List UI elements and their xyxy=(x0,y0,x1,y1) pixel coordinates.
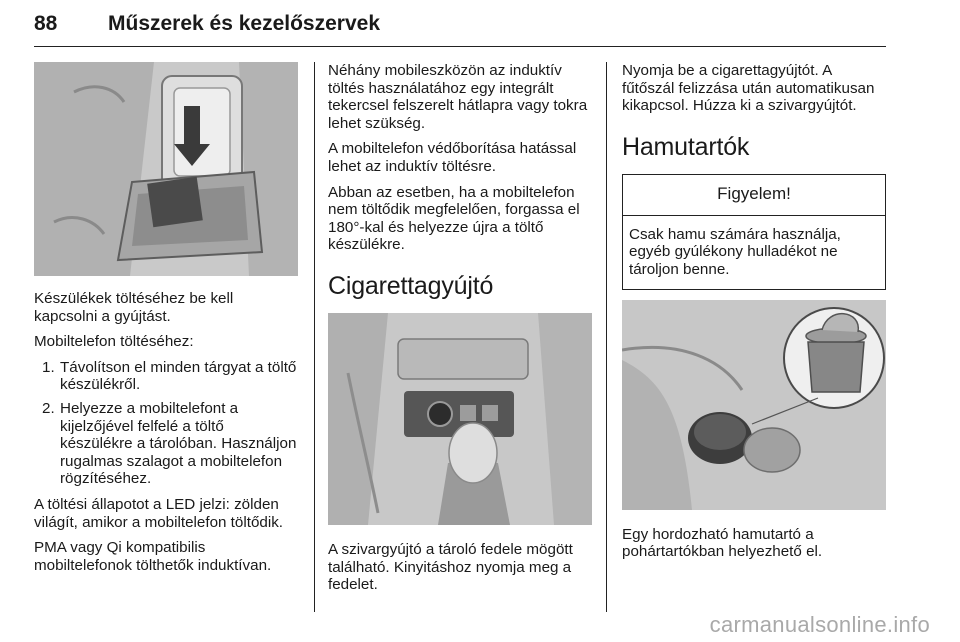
warning-text: Csak hamu számára használja, egyéb gyúlékony hulladékot ne tároljon benne. xyxy=(629,225,841,278)
paragraph: PMA vagy Qi kompatibilis mobiltelefonok tölthetők induktívan. xyxy=(34,539,272,574)
paragraph: Mobiltelefon töltéséhez: xyxy=(34,333,194,351)
cigarette-lighter-illustration xyxy=(328,313,592,525)
column-divider xyxy=(314,62,315,612)
portable-ashtray-illustration xyxy=(622,300,886,510)
paragraph: A szivargyújtó a tároló fedele mögött található. Kinyitáshoz nyomja meg a fedelet. xyxy=(328,540,573,594)
paragraph: Egy hordozható hamutartó a pohártartókban helyezhető el. xyxy=(622,525,823,561)
paragraph: A töltési állapotot a LED jelzi: zölden világít, amikor a mobiltelefon töltődik. xyxy=(34,495,284,531)
warning-box xyxy=(622,174,886,290)
section-heading: Hamutartók xyxy=(622,132,750,161)
header-rule xyxy=(34,46,886,47)
page-header xyxy=(34,6,886,44)
step-number: 2. xyxy=(42,399,55,417)
paragraph: Nyomja be a cigarettagyújtót. A fűtőszál felizzása után automatikusan kikapcsol. Húzza ki a szivargyújtót. xyxy=(622,62,875,115)
step-number: 1. xyxy=(42,358,55,376)
paragraph: Néhány mobileszközön az induktív töltés használatához egy integrált tekercsel felszerelt hátlapra vagy tokra lehet szükség. xyxy=(328,62,588,132)
step-text: Helyezze a mobiltelefont a kijelzőjével felfelé a töltő készülékre a tárolóban. Használjon rugalmas szalagot a mobiltelefon rögzítéséhez. xyxy=(60,399,297,488)
column-3 xyxy=(622,62,886,569)
wireless-charging-console-illustration xyxy=(34,62,298,276)
list-item xyxy=(34,400,298,488)
paragraph: Készülékek töltéséhez be kell kapcsolni a gyújtást. xyxy=(34,290,234,325)
paragraph: Abban az esetben, ha a mobiltelefon nem töltődik megfelelően, forgassa el 180°-kal és helyezze újra a töltő készülékre. xyxy=(328,183,580,254)
column-1 xyxy=(34,62,298,582)
step-text: Távolítson el minden tárgyat a töltő készülékről. xyxy=(60,358,297,394)
warning-title: Figyelem! xyxy=(623,175,885,216)
section-heading: Cigarettagyújtó xyxy=(328,271,494,300)
column-2 xyxy=(328,62,592,602)
watermark: carmanualsonline.info xyxy=(709,612,930,637)
paragraph: A mobiltelefon védőborítása hatással lehet az induktív töltésre. xyxy=(328,140,577,175)
column-divider xyxy=(606,62,607,612)
steps-list xyxy=(34,359,298,488)
page-number: 88 xyxy=(34,12,58,35)
list-item xyxy=(34,359,298,394)
page-title: Műszerek és kezelőszervek xyxy=(108,12,381,35)
